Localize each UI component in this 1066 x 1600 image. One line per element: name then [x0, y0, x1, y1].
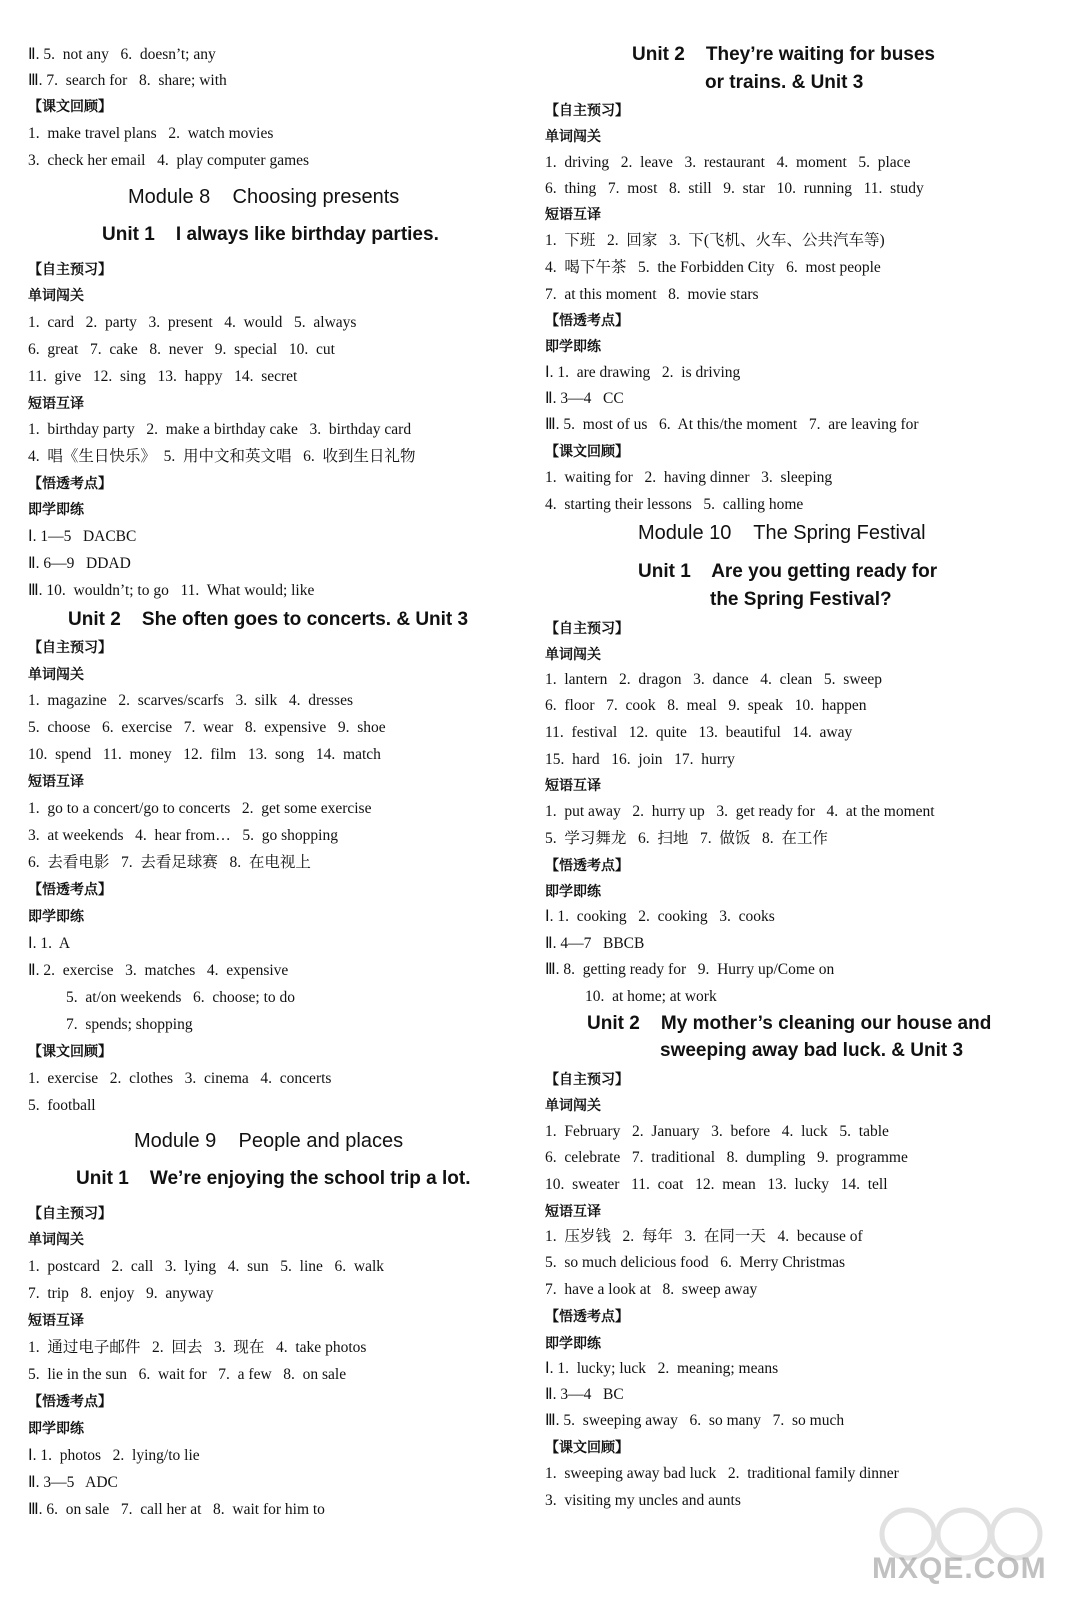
- subsection-heading: 短语互译: [545, 1204, 601, 1220]
- answer-line: 1. sweeping away bad luck 2. traditional family dinner: [545, 1465, 899, 1482]
- answer-line: 15. hard 16. join 17. hurry: [545, 751, 735, 768]
- subsection-heading: 单词闯关: [28, 1232, 84, 1248]
- answer-line: 6. great 7. cake 8. never 9. special 10. cut: [28, 341, 335, 358]
- subsection-heading: 即学即练: [28, 909, 84, 925]
- answer-line: 4. 喝下午茶 5. the Forbidden City 6. most people: [545, 259, 881, 276]
- answer-line: 7. at this moment 8. movie stars: [545, 286, 759, 303]
- subsection-heading: 即学即练: [545, 884, 601, 900]
- answer-line: 11. give 12. sing 13. happy 14. secret: [28, 368, 298, 385]
- answer-line: 4. 唱《生日快乐》 5. 用中文和英文唱 6. 收到生日礼物: [28, 448, 416, 465]
- section-heading: 【悟透考点】: [545, 313, 629, 329]
- answer-line: Ⅰ. 1—5 DACBC: [28, 528, 137, 545]
- section-heading: 【自主预习】: [545, 621, 629, 637]
- section-heading: 【自主预习】: [545, 1072, 629, 1088]
- answer-line: Ⅱ. 4—7 BBCB: [545, 935, 645, 952]
- subsection-heading: 短语互译: [28, 1313, 84, 1329]
- section-heading: 【悟透考点】: [545, 1309, 629, 1325]
- section-heading: 【课文回顾】: [28, 1044, 112, 1060]
- answer-line: 1. birthday party 2. make a birthday cake 3. birthday card: [28, 421, 412, 438]
- answer-line: 1. February 2. January 3. before 4. luck 5. table: [545, 1123, 889, 1140]
- section-heading: 【自主预习】: [28, 1206, 112, 1222]
- answer-line: 5. so much delicious food 6. Merry Christmas: [545, 1254, 846, 1271]
- unit-title: Unit 2 My mother’s cleaning our house and: [587, 1013, 992, 1034]
- answer-line: 6. celebrate 7. traditional 8. dumpling 9. programme: [545, 1149, 908, 1166]
- answer-line: Ⅱ. 2. exercise 3. matches 4. expensive: [28, 962, 289, 979]
- answer-line: 6. 去看电影 7. 去看足球赛 8. 在电视上: [28, 854, 311, 871]
- unit-title: Unit 1 Are you getting ready for: [638, 561, 938, 582]
- section-heading: 【课文回顾】: [545, 1440, 629, 1456]
- subsection-heading: 即学即练: [28, 1421, 84, 1437]
- answer-line: 1. go to a concert/go to concerts 2. get some exercise: [28, 800, 372, 817]
- answer-line: Ⅱ. 5. not any 6. doesn’t; any: [28, 46, 216, 63]
- answer-line: Ⅰ. 1. A: [28, 935, 71, 952]
- section-heading: 【课文回顾】: [28, 99, 112, 115]
- answer-line: Ⅲ. 5. sweeping away 6. so many 7. so much: [545, 1412, 845, 1429]
- answer-line: Ⅲ. 8. getting ready for 9. Hurry up/Come on: [545, 961, 835, 978]
- subsection-heading: 单词闯关: [28, 667, 84, 683]
- answer-line: 10. sweater 11. coat 12. mean 13. lucky 14. tell: [545, 1176, 888, 1193]
- unit-title: Unit 1 We’re enjoying the school trip a lot.: [76, 1168, 471, 1189]
- answer-line: 3. at weekends 4. hear from… 5. go shopping: [28, 827, 338, 844]
- answer-line: 1. card 2. party 3. present 4. would 5. always: [28, 314, 357, 331]
- answer-line: Ⅰ. 1. lucky; luck 2. meaning; means: [545, 1360, 779, 1377]
- answer-line: Ⅰ. 1. are drawing 2. is driving: [545, 364, 741, 381]
- answer-line: 6. thing 7. most 8. still 9. star 10. running 11. study: [545, 180, 924, 197]
- subsection-heading: 短语互译: [28, 396, 84, 412]
- answer-line: 1. 压岁钱 2. 每年 3. 在同一天 4. because of: [545, 1228, 863, 1245]
- answer-line: Ⅰ. 1. photos 2. lying/to lie: [28, 1447, 200, 1464]
- answer-line: Ⅱ. 3—4 BC: [545, 1386, 624, 1403]
- subsection-heading: 单词闯关: [545, 129, 601, 145]
- answer-line: 1. postcard 2. call 3. lying 4. sun 5. line 6. walk: [28, 1258, 385, 1275]
- answer-line: 1. driving 2. leave 3. restaurant 4. moment 5. place: [545, 154, 911, 171]
- answer-line: 5. 学习舞龙 6. 扫地 7. 做饭 8. 在工作: [545, 830, 828, 847]
- answer-line: Ⅱ. 3—4 CC: [545, 390, 624, 407]
- unit-title-continued: sweeping away bad luck. & Unit 3: [660, 1040, 964, 1061]
- answer-line: 10. spend 11. money 12. film 13. song 14. match: [28, 746, 381, 763]
- module-title: Module 8 Choosing presents: [128, 186, 400, 208]
- answer-line: 1. lantern 2. dragon 3. dance 4. clean 5. sweep: [545, 671, 883, 688]
- unit-title-continued: or trains. & Unit 3: [705, 72, 864, 93]
- answer-line: 6. floor 7. cook 8. meal 9. speak 10. happen: [545, 697, 867, 714]
- module-title: Module 10 The Spring Festival: [638, 522, 926, 544]
- answer-line: 1. exercise 2. clothes 3. cinema 4. concerts: [28, 1070, 332, 1087]
- subsection-heading: 即学即练: [545, 1336, 601, 1352]
- answer-line: 5. football: [28, 1097, 96, 1114]
- unit-title: Unit 2 They’re waiting for buses: [632, 44, 935, 65]
- subsection-heading: 即学即练: [28, 502, 84, 518]
- answer-line: 5. lie in the sun 6. wait for 7. a few 8. on sale: [28, 1366, 347, 1383]
- section-heading: 【悟透考点】: [545, 858, 629, 874]
- answer-line: Ⅲ. 7. search for 8. share; with: [28, 72, 227, 89]
- subsection-heading: 短语互译: [28, 774, 84, 790]
- subsection-heading: 单词闯关: [545, 1098, 601, 1114]
- answer-line: 10. at home; at work: [585, 988, 717, 1005]
- section-heading: 【自主预习】: [28, 640, 112, 656]
- section-heading: 【悟透考点】: [28, 476, 112, 492]
- answer-line: Ⅱ. 6—9 DDAD: [28, 555, 131, 572]
- watermark-text: MXQE.COM: [872, 1552, 1047, 1585]
- answer-line: 1. 下班 2. 回家 3. 下(飞机、火车、公共汽车等): [545, 232, 885, 249]
- unit-title-continued: the Spring Festival?: [710, 589, 892, 610]
- answer-line: 11. festival 12. quite 13. beautiful 14. away: [545, 724, 853, 741]
- answer-line: 1. 通过电子邮件 2. 回去 3. 现在 4. take photos: [28, 1339, 367, 1356]
- answer-line: Ⅲ. 10. wouldn’t; to go 11. What would; like: [28, 582, 315, 599]
- module-title: Module 9 People and places: [134, 1130, 404, 1152]
- subsection-heading: 单词闯关: [545, 647, 601, 663]
- section-heading: 【课文回顾】: [545, 444, 629, 460]
- section-heading: 【悟透考点】: [28, 1394, 112, 1410]
- answer-line: 1. waiting for 2. having dinner 3. sleeping: [545, 469, 833, 486]
- answer-line: Ⅱ. 3—5 ADC: [28, 1474, 118, 1491]
- subsection-heading: 短语互译: [545, 207, 601, 223]
- answer-line: 7. spends; shopping: [66, 1016, 193, 1033]
- subsection-heading: 即学即练: [545, 339, 601, 355]
- section-heading: 【自主预习】: [28, 262, 112, 278]
- answer-line: 7. trip 8. enjoy 9. anyway: [28, 1285, 214, 1302]
- unit-title: Unit 1 I always like birthday parties.: [102, 224, 439, 245]
- answer-line: 1. put away 2. hurry up 3. get ready for 4. at the moment: [545, 803, 935, 820]
- section-heading: 【自主预习】: [545, 103, 629, 119]
- answer-line: 4. starting their lessons 5. calling home: [545, 496, 804, 513]
- answer-line: 7. have a look at 8. sweep away: [545, 1281, 758, 1298]
- answer-line: 5. at/on weekends 6. choose; to do: [66, 989, 296, 1006]
- answer-line: Ⅰ. 1. cooking 2. cooking 3. cooks: [545, 908, 775, 925]
- answer-line: Ⅲ. 5. most of us 6. At this/the moment 7. are leaving for: [545, 416, 919, 433]
- answer-line: Ⅲ. 6. on sale 7. call her at 8. wait for him to: [28, 1501, 325, 1518]
- answer-line: 5. choose 6. exercise 7. wear 8. expensive 9. shoe: [28, 719, 386, 736]
- answer-line: 3. check her email 4. play computer games: [28, 152, 310, 169]
- subsection-heading: 短语互译: [545, 778, 601, 794]
- unit-title: Unit 2 She often goes to concerts. & Unit 3: [68, 609, 469, 630]
- subsection-heading: 单词闯关: [28, 288, 84, 304]
- section-heading: 【悟透考点】: [28, 882, 112, 898]
- answer-line: 1. magazine 2. scarves/scarfs 3. silk 4. dresses: [28, 692, 353, 709]
- answer-line: 1. make travel plans 2. watch movies: [28, 125, 274, 142]
- answer-line: 3. visiting my uncles and aunts: [545, 1492, 741, 1509]
